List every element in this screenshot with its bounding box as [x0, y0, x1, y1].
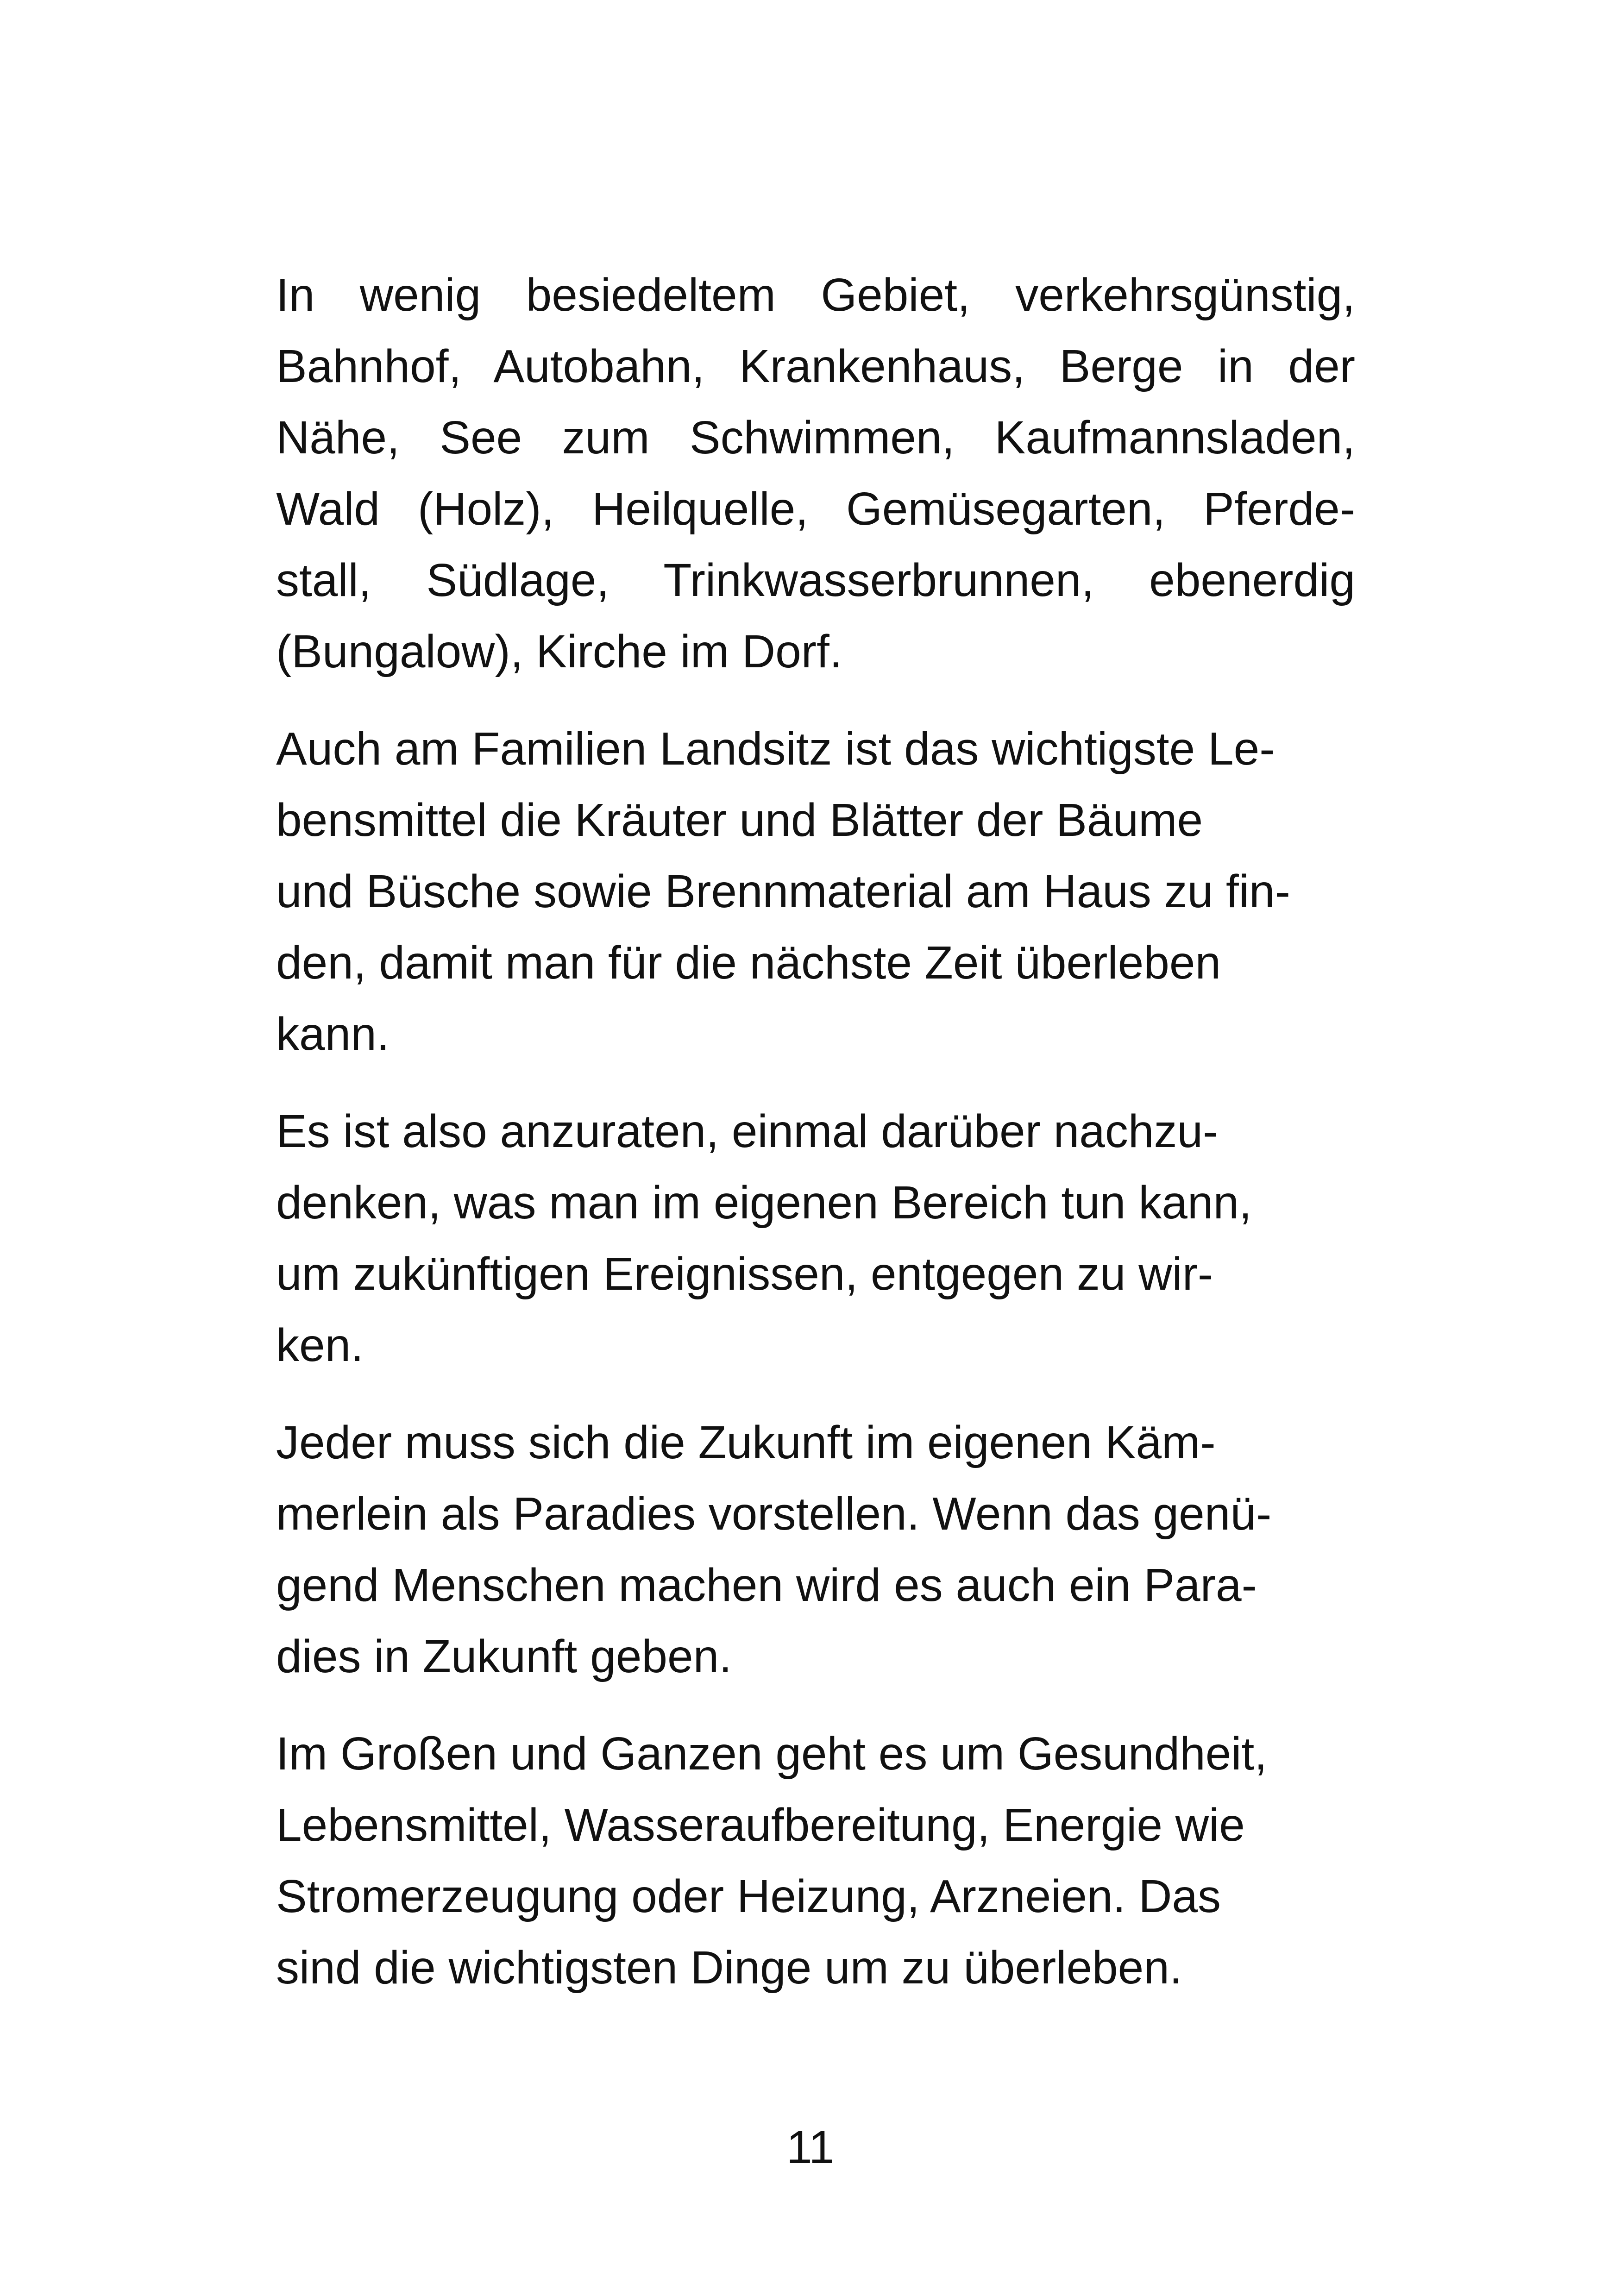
text-line: (Bungalow), Kirche im Dorf. [276, 626, 842, 678]
text-line: Nähe, See zum Schwimmen, Kaufmannsladen, [276, 412, 1355, 464]
text-line: Jeder muss sich die Zukunft im eigenen Käm- [276, 1417, 1216, 1468]
text-line: Wald (Holz), Heilquelle, Gemüsegarten, Pferde- [276, 483, 1355, 535]
text-line: Stromerzeugung oder Heizung, Arzneien. Das [276, 1870, 1221, 1922]
text-line: Auch am Familien Landsitz ist das wichtigste Le- [276, 723, 1275, 775]
text-line: sind die wichtigsten Dinge um zu überleben. [276, 1942, 1182, 1994]
paragraph-1 [276, 259, 1355, 687]
text-line: bensmittel die Kräuter und Blätter der Bäume [276, 794, 1203, 846]
body-text [276, 259, 1355, 2029]
text-line: Im Großen und Ganzen geht es um Gesundheit, [276, 1728, 1268, 1780]
text-line: denken, was man im eigenen Bereich tun kann, [276, 1177, 1252, 1229]
paragraph-5 [276, 1718, 1355, 2003]
text-line: den, damit man für die nächste Zeit überleben [276, 937, 1221, 989]
paragraph-4 [276, 1407, 1355, 1692]
text-line: In wenig besiedeltem Gebiet, verkehrsgünstig, [276, 269, 1355, 321]
text-line: stall, Südlage, Trinkwasserbrunnen, ebenerdig [276, 554, 1355, 606]
text-line: merlein als Paradies vorstellen. Wenn das genü- [276, 1488, 1272, 1540]
text-line: dies in Zukunft geben. [276, 1631, 732, 1682]
page-number: 11 [786, 2121, 835, 2173]
text-line: kann. [276, 1008, 390, 1060]
text-line: gend Menschen machen wird es auch ein Para- [276, 1559, 1257, 1611]
paragraph-3 [276, 1096, 1355, 1381]
text-line: und Büsche sowie Brennmaterial am Haus zu fin- [276, 866, 1290, 917]
paragraph-2 [276, 713, 1355, 1070]
text-line: Es ist also anzuraten, einmal darüber nachzu- [276, 1105, 1219, 1157]
text-line: Bahnhof, Autobahn, Krankenhaus, Berge in der [276, 340, 1355, 392]
text-line: ken. [276, 1319, 364, 1371]
text-line: Lebensmittel, Wasseraufbereitung, Energie wie [276, 1799, 1245, 1851]
text-line: um zukünftigen Ereignissen, entgegen zu wir- [276, 1248, 1213, 1300]
